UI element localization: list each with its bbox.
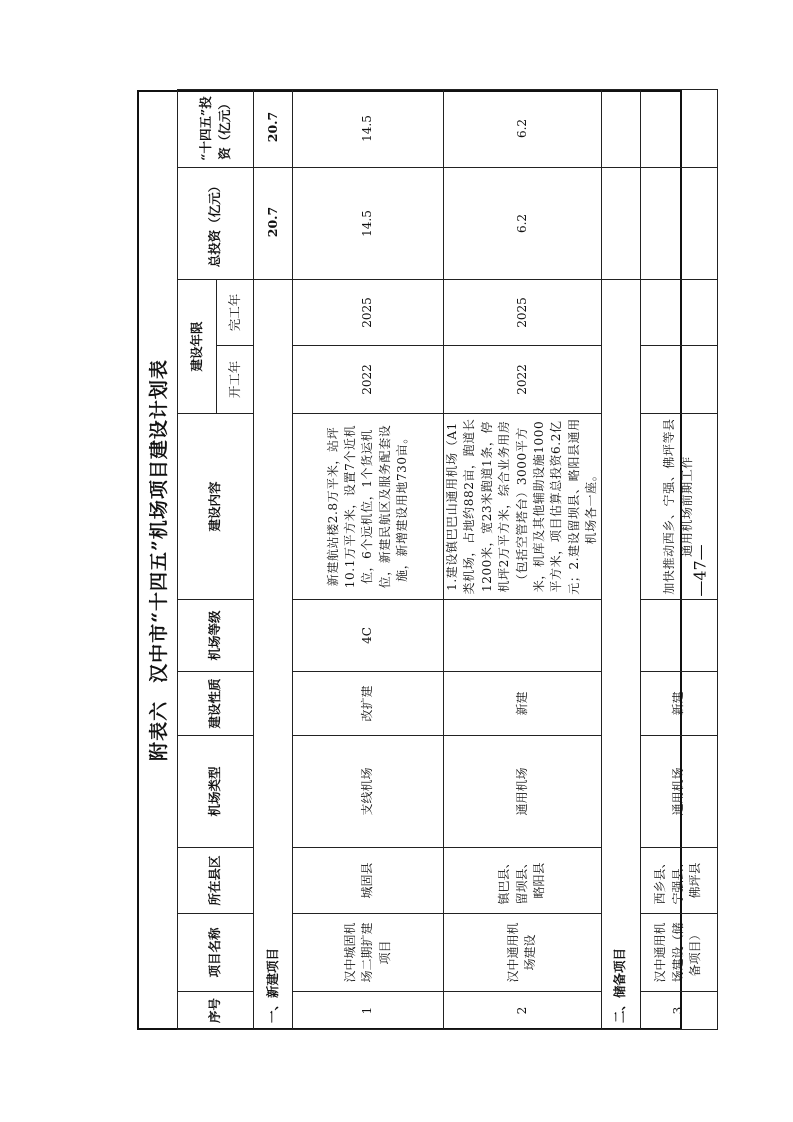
header-content: 建设内容: [178, 414, 254, 600]
header-total-investment: 总投资（亿元）: [178, 167, 254, 279]
row-name: 汉中城固机场二期扩建项目: [293, 914, 444, 992]
table-row: [293, 89, 444, 1029]
section-total: 20.7: [254, 167, 293, 279]
header-period: 建设年限: [178, 279, 217, 413]
row-seq: 2: [444, 992, 602, 1030]
row-seq: 3: [640, 992, 717, 1030]
row-county: 镇巴县、留坝县、略阳县: [444, 848, 602, 914]
header-row: [178, 89, 217, 1029]
row-total: 6.2: [444, 167, 602, 279]
header-grade: 机场等级: [178, 600, 254, 672]
row-nature: 改扩建: [293, 672, 444, 736]
header-seq: 序号: [178, 992, 254, 1030]
header-nature: 建设性质: [178, 672, 254, 736]
row-nature: 新建: [640, 672, 717, 736]
row-end: 2025: [293, 279, 444, 345]
row-content: 新建航站楼2.8万平米，站坪10.1万平方米，设置7个近机位，6个远机位，1个货运机位，新建民航区及服务配套设施，新增建设用地730亩。: [293, 414, 444, 600]
section-label: 二、储备项目: [601, 279, 640, 1029]
row-type: 通用机场: [640, 736, 717, 848]
header-airport-type: 机场类型: [178, 736, 254, 848]
header-start-year: 开工年: [217, 346, 254, 414]
row-type: 通用机场: [444, 736, 602, 848]
row-seq: 1: [293, 992, 444, 1030]
table-row: [444, 89, 602, 1029]
row-grade: 4C: [293, 600, 444, 672]
row-fyp: 6.2: [444, 89, 602, 167]
row-content: 1.建设镇巴巴山通用机场（A1类机场，占地约882亩，跑道长1200米，宽23米跑道1条，停机坪2万平方米，综合业务用房（包括空管塔台）3000平方米，机库及其他辅助设施1000平方米，项目估算总投资6.2亿元；2.建设留坝县、略阳县通用机场各一座。: [444, 414, 602, 600]
header-project-name: 项目名称: [178, 914, 254, 992]
title-prefix: 附表六: [147, 700, 170, 761]
row-content: 加快推动西乡、宁强、佛坪等县通用机场前期工作: [640, 414, 717, 600]
row-start: 2022: [444, 346, 602, 414]
table-title: [137, 90, 177, 1030]
row-name: 汉中通用机场建设（储备项目）: [640, 914, 717, 992]
airport-plan-table: [177, 89, 718, 1030]
row-county: 城固县: [293, 848, 444, 914]
row-type: 支线机场: [293, 736, 444, 848]
row-fyp: 14.5: [293, 89, 444, 167]
header-county: 所在县区: [178, 848, 254, 914]
row-total: 14.5: [293, 167, 444, 279]
row-grade: [444, 600, 602, 672]
page-number: —47—: [690, 543, 710, 597]
header-fyp-investment: “十四五”投资（亿元）: [178, 89, 254, 167]
row-end: 2025: [444, 279, 602, 345]
row-name: 汉中通用机场建设: [444, 914, 602, 992]
section-new-projects: [254, 89, 293, 1029]
section-reserve-projects: [601, 89, 640, 1029]
title-main: 汉中市“十四五”机场项目建设计划表: [147, 359, 170, 683]
row-start: 2022: [293, 346, 444, 414]
section-label: 一、新建项目: [254, 279, 293, 1029]
row-nature: 新建: [444, 672, 602, 736]
row-county: 西乡县、宁强县、佛坪县: [640, 848, 717, 914]
header-end-year: 完工年: [217, 279, 254, 345]
section-fyp: 20.7: [254, 89, 293, 167]
